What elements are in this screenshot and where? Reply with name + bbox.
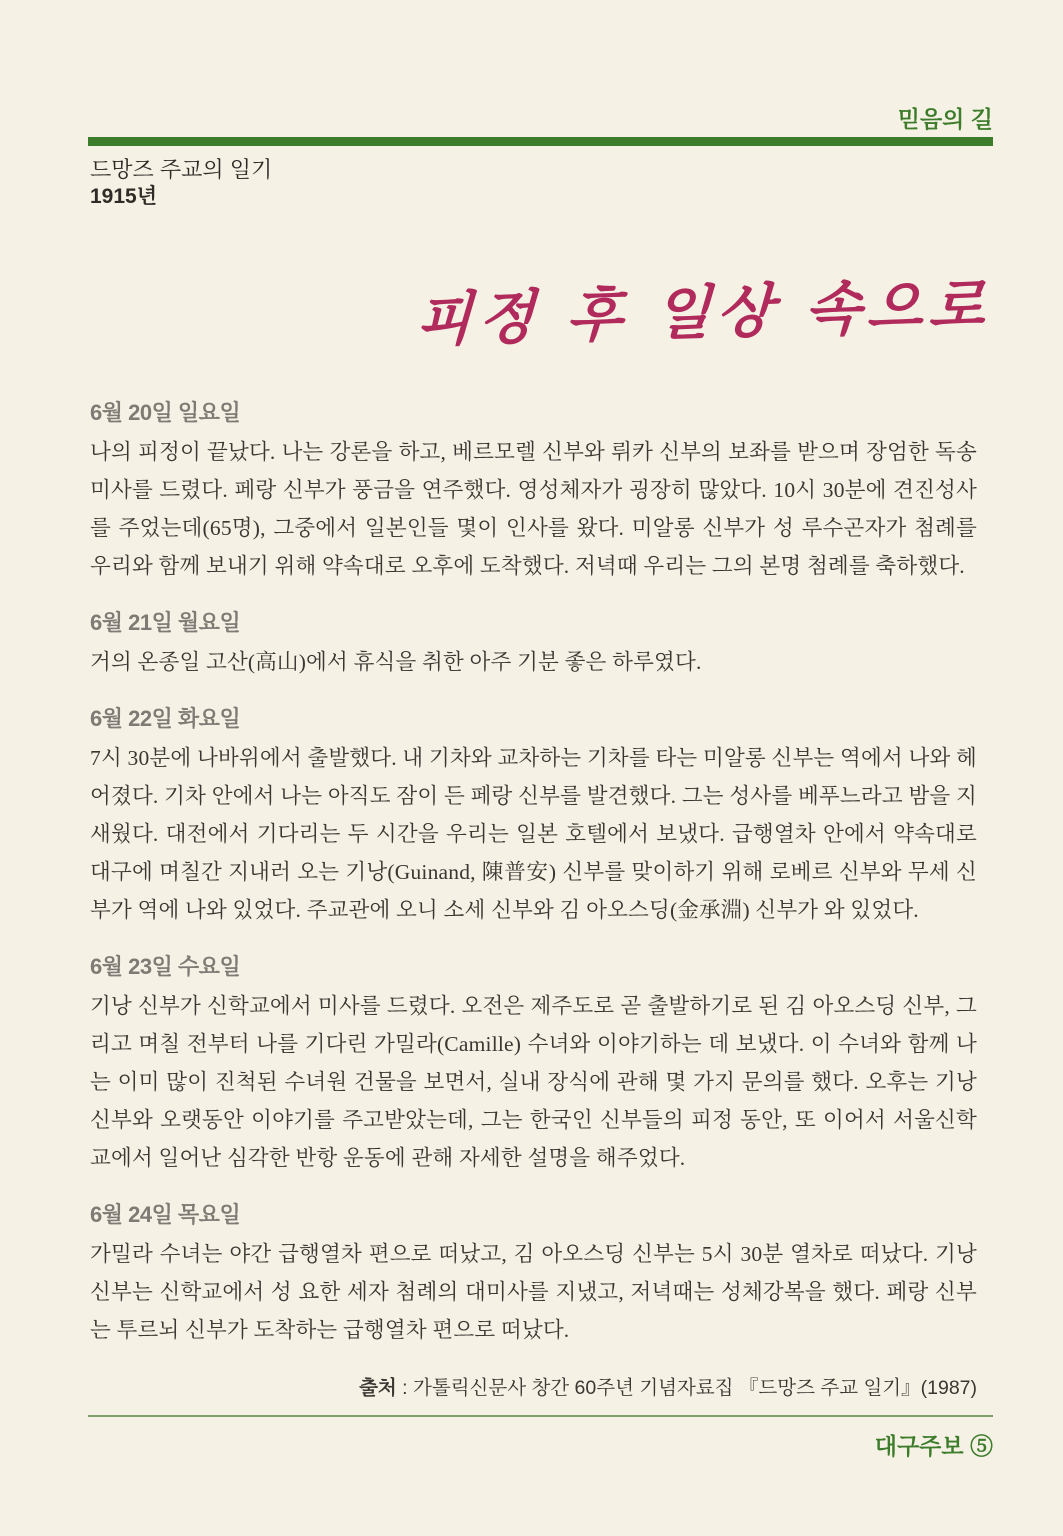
entry-date: 6월 24일 목요일: [90, 1202, 241, 1227]
diary-entries: [90, 396, 977, 1349]
entry-date: 6월 20일 일요일: [90, 400, 241, 425]
entry-date: 6월 21일 월요일: [90, 610, 241, 635]
entry-text: 7시 30분에 나바위에서 출발했다. 내 기차와 교차하는 기차를 타는 미알롱 신부는 역에서 나와 헤어졌다. 기차 안에서 나는 아직도 잠이 든 페랑 신부를 발견했다. 그는 성사를 베푸느라고 밤을 지새웠다. 대전에서 기다리는 두 시간을 우리는 일본 호텔에서 보냈다. 급행열차 안에서 약속대로 대구에 며칠간 지내러 오는 기낭(Guinand, 陳普安) 신부를 맞이하기 위해 로베르 신부와 무세 신부가 역에 나와 있었다. 주교관에 오니 소세 신부와 김 아오스딩(金承淵) 신부가 와 있었다.: [90, 746, 977, 922]
entry-text: 거의 온종일 고산(高山)에서 휴식을 취한 아주 기분 좋은 하루였다.: [90, 650, 702, 674]
entry-date: 6월 22일 화요일: [90, 706, 241, 731]
entry-text: 가밀라 수녀는 야간 급행열차 편으로 떠났고, 김 아오스딩 신부는 5시 30분 열차로 떠났다. 기낭 신부는 신학교에서 성 요한 세자 첨례의 대미사를 지냈고, 저녁때는 성체강복을 했다. 페랑 신부는 투르뇌 신부가 도착하는 급행열차 편으로 떠났다.: [90, 1242, 977, 1342]
category-label: 믿음의 길: [897, 106, 993, 132]
header-divider-bar: [88, 137, 993, 146]
entry-text: 나의 피정이 끝났다. 나는 강론을 하고, 베르모렐 신부와 뤼카 신부의 보좌를 받으며 장엄한 독송미사를 드렸다. 페랑 신부가 풍금을 연주했다. 영성체자가 굉장히 많았다. 10시 30분에 견진성사를 주었는데(65명), 그중에서 일본인들 몇이 인사를 왔다. 미알롱 신부가 성 루수곤자가 첨례를 우리와 함께 보내기 위해 약속대로 오후에 도착했다. 저녁때 우리는 그의 본명 첨례를 축하했다.: [90, 440, 977, 578]
source-text: : 가톨릭신문사 창간 60주년 기념자료집 『드망즈 주교 일기』(1987): [396, 1377, 977, 1399]
source-line: [90, 1372, 977, 1400]
calligraphy-title: 피정 후 일상 속으로: [414, 270, 993, 355]
entry-date: 6월 23일 수요일: [90, 954, 241, 979]
series-title: 드망즈 주교의 일기: [90, 157, 273, 182]
series-year: 1915년: [90, 185, 158, 208]
footer-divider-rule: [88, 1415, 993, 1417]
entry-text: 기낭 신부가 신학교에서 미사를 드렸다. 오전은 제주도로 곧 출발하기로 된 김 아오스딩 신부, 그리고 며칠 전부터 나를 기다린 가밀라(Camille) 수녀와 이야기하는 데 보냈다. 이 수녀와 함께 나는 이미 많이 진척된 수녀원 건물을 보면서, 실내 장식에 관해 몇 가지 문의를 했다. 오후는 기낭 신부와 오랫동안 이야기를 주고받았는데, 그는 한국인 신부들의 피정 동안, 또 이어서 서울신학교에서 일어난 심각한 반항 운동에 관해 자세한 설명을 해주었다.: [90, 994, 977, 1170]
footer-issue-label: 대구주보 ⑤: [874, 1433, 993, 1459]
source-label: 출처: [359, 1377, 397, 1399]
